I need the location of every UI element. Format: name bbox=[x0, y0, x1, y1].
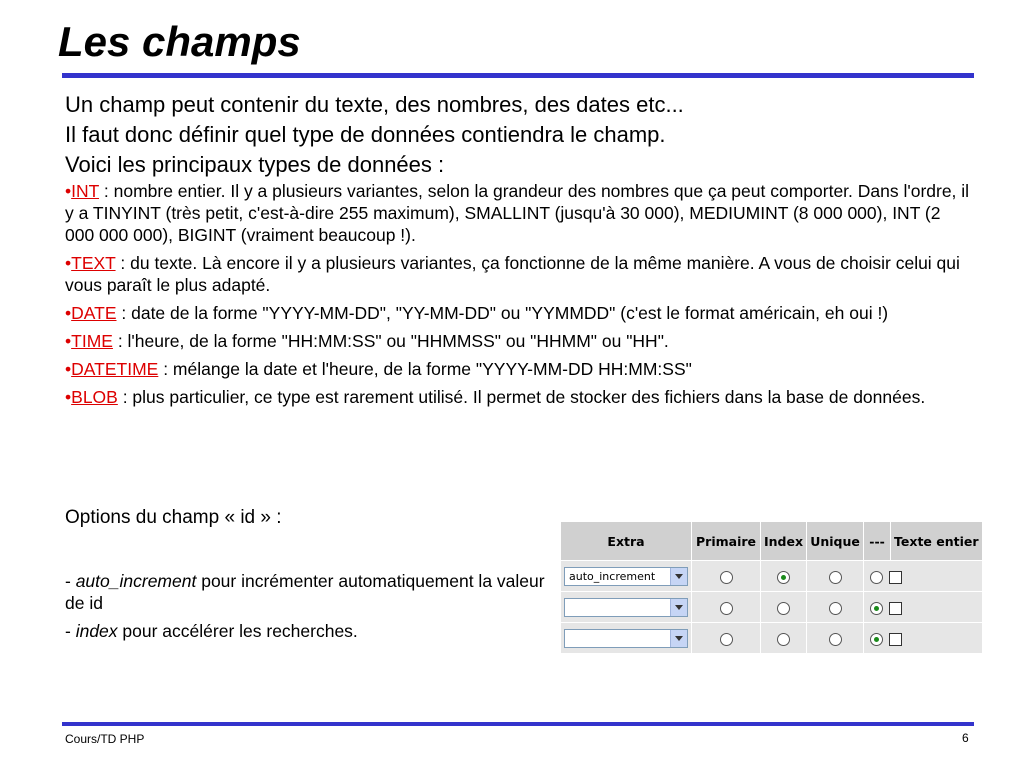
bullet-time bbox=[65, 330, 970, 352]
bullet-text: : l'heure, de la forme "HH:MM:SS" ou "HHMMSS" ou "HHMM" ou "HH". bbox=[112, 331, 669, 351]
bullet-text: : date de la forme "YYYY-MM-DD", "YY-MM-DD" ou "YYMMDD" (c'est le format américain, eh oui !) bbox=[116, 303, 889, 323]
options-list bbox=[65, 570, 545, 648]
fulltext-checkbox[interactable] bbox=[889, 571, 902, 584]
type-time-link[interactable]: TIME bbox=[71, 331, 113, 351]
radio-index[interactable] bbox=[777, 633, 790, 646]
bullet-marker: • bbox=[65, 253, 72, 273]
option-dash: - bbox=[65, 621, 76, 641]
header-fulltext: Texte entier bbox=[891, 522, 982, 560]
intro-text bbox=[65, 90, 684, 180]
extra-select[interactable] bbox=[564, 598, 688, 617]
extra-select[interactable] bbox=[564, 567, 688, 586]
type-text-link[interactable]: TEXT bbox=[71, 253, 116, 273]
bullet-text-type bbox=[65, 252, 970, 296]
radio-index[interactable] bbox=[777, 602, 790, 615]
extra-select[interactable] bbox=[564, 629, 688, 648]
table-row bbox=[561, 623, 982, 653]
option-item bbox=[65, 620, 545, 642]
header-primary: Primaire bbox=[692, 522, 760, 560]
radio-none[interactable] bbox=[870, 602, 883, 615]
data-type-list bbox=[65, 180, 970, 414]
radio-primary[interactable] bbox=[720, 602, 733, 615]
bullet-blob bbox=[65, 386, 970, 408]
fulltext-checkbox[interactable] bbox=[889, 633, 902, 646]
bullet-text: : du texte. Là encore il y a plusieurs variantes, ça fonctionne de la même manière. A vous de choisir celui qui vous paraît le plus adapté. bbox=[65, 253, 960, 295]
bullet-int bbox=[65, 180, 970, 246]
option-text: pour accélérer les recherches. bbox=[117, 621, 358, 641]
intro-line: Il faut donc définir quel type de données contiendra le champ. bbox=[65, 122, 666, 147]
fulltext-checkbox[interactable] bbox=[889, 602, 902, 615]
type-date-link[interactable]: DATE bbox=[71, 303, 117, 323]
intro-line: Un champ peut contenir du texte, des nombres, des dates etc... bbox=[65, 92, 684, 117]
type-int-link[interactable]: INT bbox=[71, 181, 100, 201]
options-title: Options du champ « id » : bbox=[65, 507, 282, 528]
footer-divider bbox=[62, 722, 974, 726]
slide-title: Les champs bbox=[58, 18, 301, 65]
chevron-down-icon[interactable] bbox=[670, 568, 687, 585]
bullet-text: : plus particulier, ce type est rarement utilisé. Il permet de stocker des fichiers dans la base de données. bbox=[117, 387, 926, 407]
table-header-row bbox=[561, 522, 982, 560]
header-unique: Unique bbox=[807, 522, 863, 560]
extra-cell bbox=[561, 592, 691, 622]
option-dash: - bbox=[65, 571, 76, 591]
radio-primary[interactable] bbox=[720, 633, 733, 646]
bullet-marker: • bbox=[65, 387, 72, 407]
type-datetime-link[interactable]: DATETIME bbox=[71, 359, 159, 379]
radio-unique[interactable] bbox=[829, 602, 842, 615]
chevron-down-icon[interactable] bbox=[670, 599, 687, 616]
radio-unique[interactable] bbox=[829, 633, 842, 646]
bullet-marker: • bbox=[65, 303, 72, 323]
type-blob-link[interactable]: BLOB bbox=[71, 387, 118, 407]
title-divider bbox=[62, 73, 974, 78]
intro-line: Voici les principaux types de données : bbox=[65, 152, 445, 177]
header-index: Index bbox=[761, 522, 806, 560]
table-row bbox=[561, 561, 982, 591]
radio-unique[interactable] bbox=[829, 571, 842, 584]
bullet-marker: • bbox=[65, 181, 72, 201]
bullet-marker: • bbox=[65, 359, 72, 379]
option-text: pour incrémenter automatiquement la valeur de id bbox=[65, 571, 545, 613]
header-none: --- bbox=[864, 522, 890, 560]
bullet-text: : nombre entier. Il y a plusieurs variantes, selon la grandeur des nombres que ça peut comporter. Dans l'ordre, il y a TINYINT (très petit, c'est-à-dire 255 maximum), SMALLINT (jusqu'à 30 000), MEDIUMINT (8 000 000), INT (2 000 000 000), BIGINT (vraiment beaucoup !). bbox=[65, 181, 970, 245]
header-extra: Extra bbox=[561, 522, 691, 560]
page-number: 6 bbox=[962, 731, 969, 745]
radio-index[interactable] bbox=[777, 571, 790, 584]
bullet-text: : mélange la date et l'heure, de la forme "YYYY-MM-DD HH:MM:SS" bbox=[158, 359, 692, 379]
extra-cell bbox=[561, 623, 691, 653]
option-item bbox=[65, 570, 545, 614]
chevron-down-icon[interactable] bbox=[670, 630, 687, 647]
footer-course: Cours/TD PHP bbox=[65, 732, 145, 746]
radio-none[interactable] bbox=[870, 633, 883, 646]
option-keyword: index bbox=[75, 621, 118, 641]
radio-none[interactable] bbox=[870, 571, 883, 584]
extra-select-value: auto_increment bbox=[569, 570, 656, 583]
field-options-table bbox=[560, 521, 983, 654]
extra-cell bbox=[561, 561, 691, 591]
bullet-date bbox=[65, 302, 970, 324]
bullet-datetime bbox=[65, 358, 970, 380]
bullet-marker: • bbox=[65, 331, 72, 351]
table-row bbox=[561, 592, 982, 622]
radio-primary[interactable] bbox=[720, 571, 733, 584]
option-keyword: auto_increment bbox=[75, 571, 197, 591]
